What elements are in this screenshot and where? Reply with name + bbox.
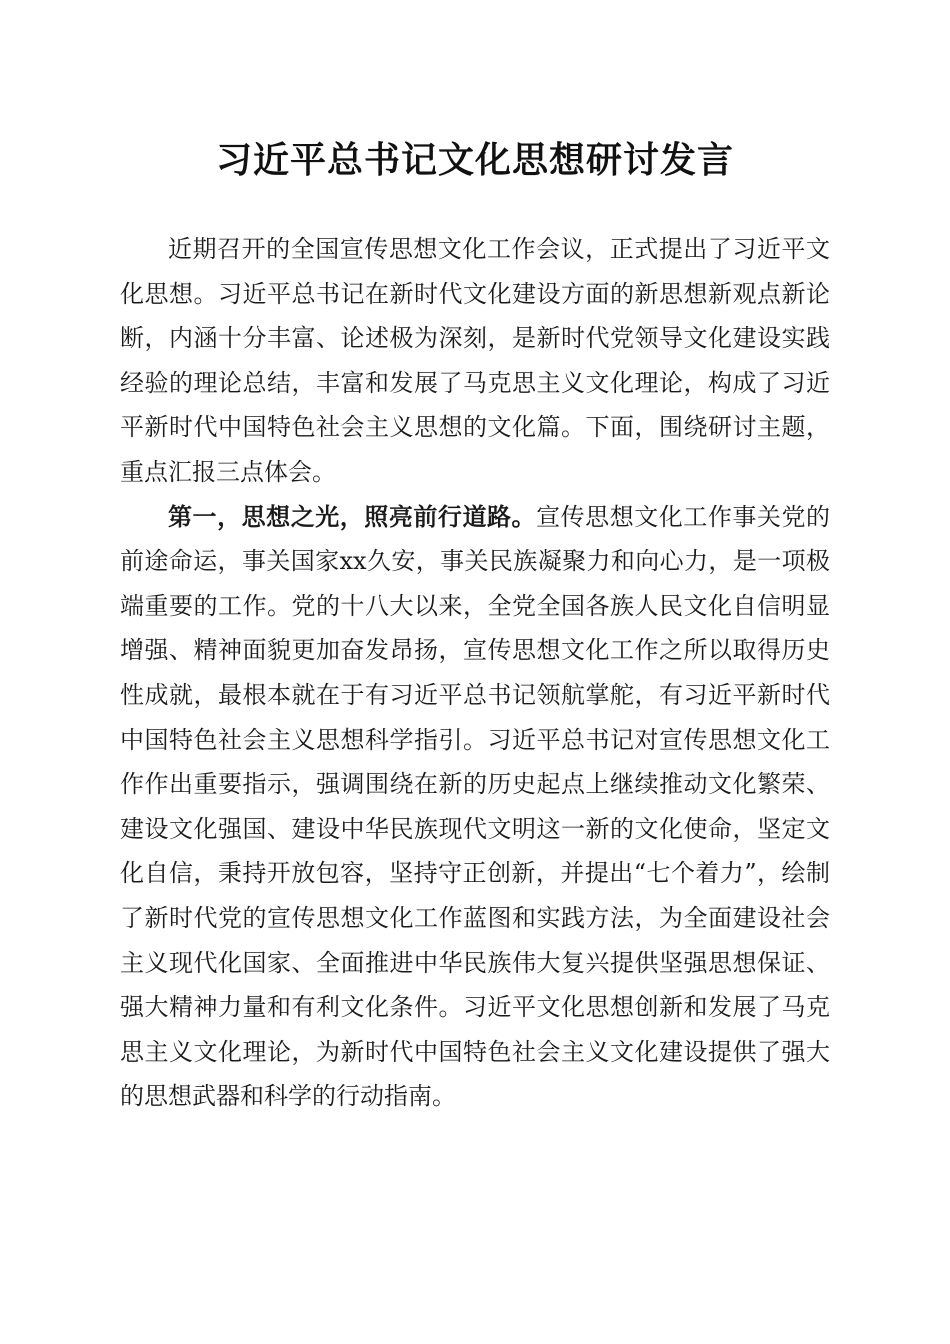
paragraph-text: 近期召开的全国宣传思想文化工作会议，正式提出了习近平文化思想。习近平总书记在新时代文化建设方面的新思想新观点新论断，内涵十分丰富、论述极为深刻，是新时代党领导文化建设实践经验的理论总结，丰富和发展了马克思主义文化理论，构成了习近平新时代中国特色社会主义思想的文化篇。下面，围绕研讨主题，重点汇报三点体会。	[120, 235, 830, 486]
paragraph-point-one	[120, 495, 830, 1119]
paragraph-lead: 第一，思想之光，照亮前行道路。	[168, 501, 537, 531]
paragraph-text: 宣传思想文化工作事关党的前途命运，事关国家xx久安，事关民族凝聚力和向心力，是一项极端重要的工作。党的十八大以来，全党全国各族人民文化自信明显增强、精神面貌更加奋发昂扬，宣传思想文化工作之所以取得历史性成就，最根本就在于有习近平总书记领航掌舵，有习近平新时代中国特色社会主义思想科学指引。习近平总书记对宣传思想文化工作作出重要指示，强调围绕在新的历史起点上继续推动文化繁荣、建设文化强国、建设中华民族现代文明这一新的文化使命，坚定文化自信，秉持开放包容，坚持守正创新，并提出“七个着力”，绘制了新时代党的宣传思想文化工作蓝图和实践方法，为全面建设社会主义现代化国家、全面推进中华民族伟大复兴提供坚强思想保证、强大精神力量和有利文化条件。习近平文化思想创新和发展了马克思主义文化理论，为新时代中国特色社会主义文化建设提供了强大的思想武器和科学的行动指南。	[120, 502, 831, 1111]
paragraph-intro	[120, 227, 830, 495]
document-title: 习近平总书记文化思想研讨发言	[215, 139, 734, 181]
document-body	[120, 227, 830, 1119]
